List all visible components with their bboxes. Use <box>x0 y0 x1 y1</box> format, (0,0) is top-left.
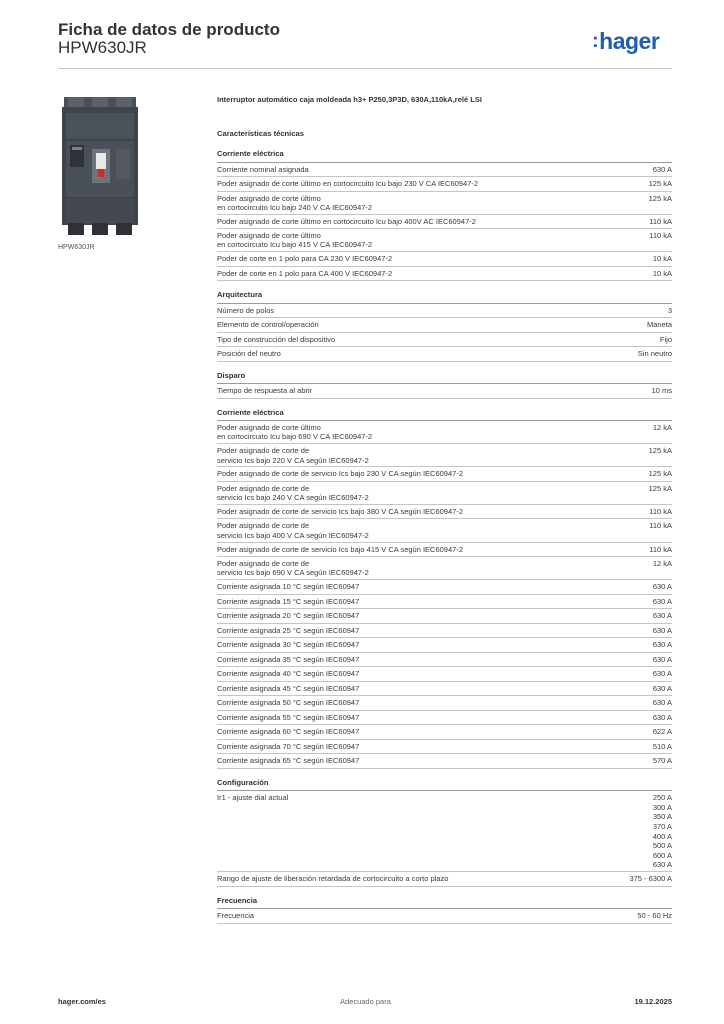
spec-label: Corriente asignada 70 °C según IEC60947 <box>217 741 360 751</box>
spec-value: 630 A <box>652 164 672 174</box>
spec-row <box>217 580 672 595</box>
spec-value: 630 A <box>652 669 672 679</box>
hager-logo <box>592 28 659 55</box>
logo-text: hager <box>599 28 660 54</box>
spec-row <box>217 229 672 252</box>
spec-label: Tipo de construcción del dispositivo <box>217 334 336 344</box>
section-title: Arquitectura <box>217 290 672 304</box>
spec-label: Poder asignado de corte de servicio Ics bajo 220 V CA según IEC60947-2 <box>217 446 369 465</box>
spec-row <box>217 653 672 668</box>
spec-label: Rango de ajuste de liberación retardada de cortocircuito a corto plazo <box>217 874 449 884</box>
spec-value: 375 - 6300 A <box>629 874 672 884</box>
spec-value: 630 A <box>652 654 672 664</box>
spec-value: 600 A <box>652 850 672 860</box>
spec-row <box>217 304 672 319</box>
spec-value: 630 A <box>652 640 672 650</box>
spec-label: Ir1 - ajuste dial actual <box>217 793 289 803</box>
spec-row <box>217 252 672 267</box>
spec-section <box>217 778 672 887</box>
spec-row <box>217 624 672 639</box>
spec-row <box>217 740 672 755</box>
spec-row <box>217 333 672 348</box>
spec-value: 250 A <box>652 793 672 803</box>
spec-value: 370 A <box>652 821 672 831</box>
spec-row <box>217 192 672 215</box>
spec-value: 125 kA <box>648 179 672 188</box>
product-code: HPW630JR <box>58 38 147 57</box>
product-image <box>58 97 142 235</box>
spec-row <box>217 872 672 887</box>
spec-row <box>217 318 672 333</box>
spec-label: Número de polos <box>217 305 275 315</box>
spec-label: Corriente asignada 50 °C según IEC60947 <box>217 698 360 708</box>
spec-row <box>217 519 672 542</box>
spec-label: Corriente asignada 15 °C según IEC60947 <box>217 596 360 606</box>
spec-row <box>217 543 672 558</box>
spec-label: Poder asignado de corte de servicio Ics bajo 380 V CA según IEC60947-2 <box>217 506 463 516</box>
spec-row <box>217 421 672 444</box>
spec-row <box>217 638 672 653</box>
spec-row <box>217 482 672 505</box>
spec-label: Corriente asignada 60 °C según IEC60947 <box>217 727 360 737</box>
spec-row <box>217 347 672 362</box>
spec-value: 630 A <box>652 860 672 870</box>
spec-label: Poder asignado de corte de servicio Ics bajo 400 V CA según IEC60947-2 <box>217 521 369 540</box>
spec-label: Corriente asignada 40 °C según IEC60947 <box>217 669 360 679</box>
spec-row <box>217 667 672 682</box>
spec-label: Poder de corte en 1 polo para CA 230 V IEC60947-2 <box>217 254 393 264</box>
document-title: Ficha de datos de producto <box>58 20 280 39</box>
spec-value: 630 A <box>652 698 672 708</box>
spec-value: 110 kA <box>649 216 672 226</box>
footer-date: 19.12.2025 <box>634 997 672 1006</box>
spec-value: 10 kA <box>652 254 672 264</box>
spec-label: Frecuencia <box>217 911 255 921</box>
spec-label: Corriente asignada 65 °C según IEC60947 <box>217 756 360 766</box>
spec-label: Corriente asignada 20 °C según IEC60947 <box>217 611 360 621</box>
spec-sections <box>217 149 672 924</box>
spec-row <box>217 609 672 624</box>
spec-value: Maneta <box>646 320 672 330</box>
spec-value: 350 A <box>652 812 672 822</box>
spec-section <box>217 290 672 362</box>
spec-section <box>217 149 672 281</box>
spec-row <box>217 696 672 711</box>
spec-value: 10 kA <box>652 268 672 278</box>
spec-label: Corriente nominal asignada <box>217 164 309 174</box>
spec-value: 125 kA <box>648 483 672 493</box>
spec-value: 630 A <box>652 596 672 606</box>
section-title: Disparo <box>217 371 672 385</box>
spec-row <box>217 791 672 872</box>
section-title: Frecuencia <box>217 896 672 910</box>
spec-value: 630 A <box>652 683 672 693</box>
spec-content <box>217 95 672 933</box>
spec-label: Poder asignado de corte último en cortocircuito Icu bajo 240 V CA IEC60947-2 <box>217 193 373 212</box>
spec-value: 50 - 60 Hz <box>637 911 672 921</box>
footer-website: hager.com/es <box>58 997 106 1006</box>
spec-value: 630 A <box>652 712 672 722</box>
spec-row <box>217 711 672 726</box>
spec-row <box>217 163 672 178</box>
spec-label: Poder asignado de corte último en cortocircuito Icu bajo 230 V CA IEC60947-2 <box>217 179 478 188</box>
spec-value-list <box>653 793 672 870</box>
spec-value: 10 ms <box>651 386 672 396</box>
spec-label: Corriente asignada 25 °C según IEC60947 <box>217 625 360 635</box>
spec-value: Sin neutro <box>637 349 672 359</box>
spec-value: 630 A <box>652 625 672 635</box>
spec-value: 12 kA <box>652 559 672 569</box>
image-caption: HPW630JR <box>58 244 95 251</box>
spec-value: 630 A <box>652 582 672 592</box>
spec-label: Poder asignado de corte de servicio Ics bajo 230 V CA según IEC60947-2 <box>217 469 463 479</box>
spec-label: Poder asignado de corte de servicio Ics bajo 415 V CA según IEC60947-2 <box>217 544 463 554</box>
spec-row <box>217 909 672 924</box>
spec-label: Poder asignado de corte último en cortocircuito Icu bajo 400V AC IEC60947-2 <box>217 216 476 226</box>
section-title: Corriente eléctrica <box>217 408 672 422</box>
spec-value: 12 kA <box>652 423 672 433</box>
spec-value: 3 <box>667 305 672 315</box>
spec-row <box>217 595 672 610</box>
spec-row <box>217 682 672 697</box>
spec-row <box>217 267 672 282</box>
product-description: Interruptor automático caja moldeada h3+ P250,3P3D, 630A,110kA,relé LSI <box>217 95 482 104</box>
spec-label: Corriente asignada 35 °C según IEC60947 <box>217 654 360 664</box>
section-title: Configuración <box>217 778 672 792</box>
spec-value: 125 kA <box>648 446 672 456</box>
spec-value: 570 A <box>652 756 672 766</box>
spec-value: 110 kA <box>649 544 672 554</box>
spec-label: Corriente asignada 30 °C según IEC60947 <box>217 640 360 650</box>
spec-row <box>217 215 672 230</box>
spec-label: Poder asignado de corte último en cortocircuito Icu bajo 690 V CA IEC60947-2 <box>217 423 373 442</box>
spec-label: Poder asignado de corte de servicio Ics bajo 240 V CA según IEC60947-2 <box>217 483 369 503</box>
spec-label: Poder asignado de corte último en cortocircuito Icu bajo 415 V CA IEC60947-2 <box>217 231 373 250</box>
tech-characteristics-label: Características técnicas <box>217 129 304 138</box>
spec-label: Poder de corte en 1 polo para CA 400 V IEC60947-2 <box>217 268 393 278</box>
spec-value: 110 kA <box>649 506 672 516</box>
spec-value: 630 A <box>652 611 672 621</box>
spec-section <box>217 371 672 399</box>
spec-value: Fijo <box>659 334 672 344</box>
section-title: Corriente eléctrica <box>217 149 672 163</box>
logo-colon-icon: : <box>592 30 599 52</box>
spec-row <box>217 177 672 192</box>
circuit-breaker-icon <box>58 97 142 235</box>
spec-value: 622 A <box>652 727 672 737</box>
spec-row <box>217 557 672 580</box>
spec-label: Corriente asignada 45 °C según IEC60947 <box>217 683 360 693</box>
spec-row <box>217 467 672 482</box>
spec-value: 110 kA <box>649 231 672 241</box>
spec-label: Corriente asignada 10 °C según IEC60947 <box>217 582 360 592</box>
spec-row <box>217 384 672 399</box>
spec-row <box>217 754 672 769</box>
spec-section <box>217 896 672 924</box>
spec-value: 125 kA <box>648 469 672 479</box>
spec-value: 400 A <box>652 831 672 841</box>
spec-value: 110 kA <box>649 521 672 531</box>
spec-label: Poder asignado de corte de servicio Ics bajo 690 V CA según IEC60947-2 <box>217 559 369 578</box>
spec-label: Elemento de control/operación <box>217 320 319 330</box>
spec-row <box>217 444 672 467</box>
spec-row <box>217 505 672 520</box>
spec-row <box>217 725 672 740</box>
spec-value: 125 kA <box>648 193 672 203</box>
footer-suitable-for: Adecuado para <box>340 997 391 1006</box>
spec-value: 510 A <box>652 741 672 751</box>
spec-section <box>217 408 672 769</box>
spec-value: 500 A <box>652 841 672 851</box>
spec-value: 300 A <box>652 802 672 812</box>
header-divider <box>58 68 672 69</box>
spec-label: Corriente asignada 55 °C según IEC60947 <box>217 712 360 722</box>
spec-label: Posición del neutro <box>217 349 281 359</box>
spec-label: Tiempo de respuesta al abrir <box>217 386 313 396</box>
